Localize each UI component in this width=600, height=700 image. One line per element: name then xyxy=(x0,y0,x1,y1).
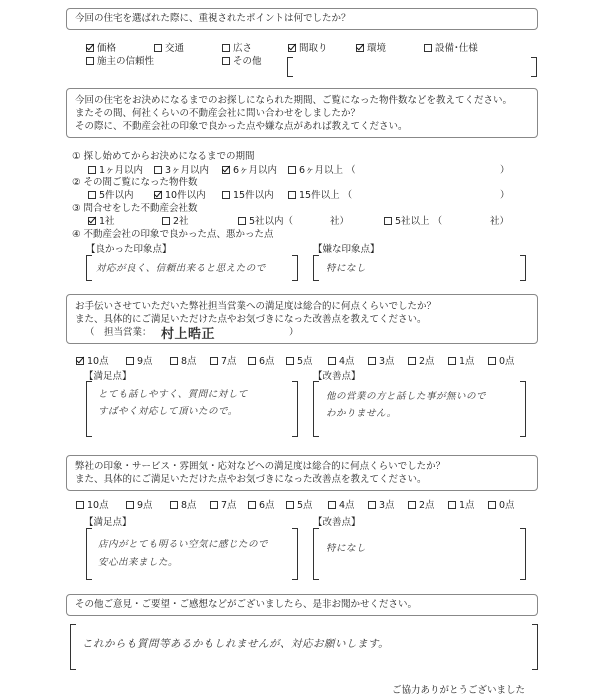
q4-score-option-2[interactable] xyxy=(170,497,197,511)
q5-answer: これからも質問等あるかもしれませんが、対応お願いします。 xyxy=(82,638,390,650)
q4-score-option-6[interactable] xyxy=(328,497,355,511)
checkbox-icon[interactable] xyxy=(356,44,364,52)
checkbox-icon[interactable] xyxy=(126,357,134,365)
q4-score-option-1[interactable] xyxy=(126,497,153,511)
q3-score-option-4[interactable] xyxy=(248,353,275,367)
checkbox-icon[interactable] xyxy=(408,501,416,509)
q2-period-option-label: 6ヶ月以内 xyxy=(233,165,278,176)
q3-improve-bracket-left xyxy=(313,381,319,437)
q3-score-option-label: 6点 xyxy=(259,356,275,367)
q3-score-option-label: 10点 xyxy=(87,356,109,367)
checkbox-icon[interactable] xyxy=(408,357,416,365)
q4-satisfied-line-1: 店内がとても明るい空気に感じたので xyxy=(98,539,269,550)
q2-good-text: 対応が良く、信頼出来ると思えたので xyxy=(96,263,266,274)
q3-score-option-2[interactable] xyxy=(170,353,197,367)
q1-option-label: その他 xyxy=(233,56,262,67)
checkbox-icon[interactable] xyxy=(286,357,294,365)
q1-other-bracket-left xyxy=(287,57,293,77)
q2-sub4-title: ④ 不動産会社の印象で良かった点、悪かった点 xyxy=(72,229,274,240)
q1-option-label: 広さ xyxy=(233,43,253,54)
q3-improve-label: 【改善点】 xyxy=(313,371,361,382)
checkbox-icon[interactable] xyxy=(222,44,230,52)
q2-sub1-title: ① 探し始めてからお決めになるまでの期間 xyxy=(72,151,255,162)
q4-improve-label: 【改善点】 xyxy=(313,517,361,528)
q3-question-line-1: お手伝いさせていただいた弊社担当営業への満足度は総合的に何点くらいでしたか？ xyxy=(75,301,437,312)
q3-staff-suffix: ） xyxy=(289,327,299,338)
q4-score-option-label: 6点 xyxy=(259,500,275,511)
q4-satisfied-label: 【満足点】 xyxy=(84,517,132,528)
q1-option-label: 交通 xyxy=(165,43,185,54)
q4-satisfied-line-2: 安心出来ました。 xyxy=(98,557,179,568)
q3-score-option-9[interactable] xyxy=(448,353,475,367)
checkbox-icon[interactable] xyxy=(86,57,94,65)
footer-thanks: ご協力ありがとうございました xyxy=(392,685,526,696)
q2-bad-text: 特になし xyxy=(326,263,367,274)
q3-score-option-label: 4点 xyxy=(339,356,355,367)
q1-other-bracket-right xyxy=(531,57,537,77)
q3-improve-line-2: わかりません。 xyxy=(326,408,397,419)
checkbox-icon[interactable] xyxy=(88,191,96,199)
q3-score-option-label: 3点 xyxy=(379,356,395,367)
q2-sub3-title: ③ 問合せをした不動産会社数 xyxy=(72,203,198,214)
q1-option-7[interactable] xyxy=(222,53,262,67)
checkbox-icon[interactable] xyxy=(88,217,96,225)
checkbox-icon[interactable] xyxy=(170,501,178,509)
q1-option-5[interactable] xyxy=(424,40,478,54)
q2-period-option-2[interactable] xyxy=(222,162,277,176)
q3-score-option-label: 8点 xyxy=(181,356,197,367)
checkbox-icon[interactable] xyxy=(288,166,296,174)
q3-satisfied-bracket-left xyxy=(86,381,92,437)
checkbox-icon[interactable] xyxy=(248,357,256,365)
checkbox-icon[interactable] xyxy=(288,191,296,199)
q4-score-option-label: 3点 xyxy=(379,500,395,511)
q4-score-option-label: 7点 xyxy=(221,500,237,511)
checkbox-icon[interactable] xyxy=(448,501,456,509)
checkbox-icon[interactable] xyxy=(76,357,84,365)
q3-satisfied-bracket-right xyxy=(292,381,298,437)
q2-agency-option-3[interactable] xyxy=(384,213,442,227)
q3-score-option-label: 5点 xyxy=(297,356,313,367)
q4-score-option-label: 2点 xyxy=(419,500,435,511)
q2-question-line-3: その際に、不動産会社の印象で良かった点や嫌な点があれば教えてください。 xyxy=(75,121,408,132)
checkbox-icon[interactable] xyxy=(328,357,336,365)
checkbox-icon[interactable] xyxy=(488,501,496,509)
q3-score-option-label: 0点 xyxy=(499,356,515,367)
q3-score-option-label: 9点 xyxy=(137,356,153,367)
checkbox-icon[interactable] xyxy=(88,166,96,174)
checkbox-icon[interactable] xyxy=(368,501,376,509)
q3-question-line-2: また、具体的にご満足いただけた点やお気づきになった改善点を教えてください。 xyxy=(75,314,427,325)
checkbox-icon[interactable] xyxy=(162,217,170,225)
checkbox-icon[interactable] xyxy=(210,501,218,509)
q3-score-option-8[interactable] xyxy=(408,353,435,367)
q2-question-line-1: 今回の住宅をお決めになるまでのお探しになられた期間、ご覧になった物件数などを教えてください。 xyxy=(75,95,513,106)
q4-score-option-label: 8点 xyxy=(181,500,197,511)
q2-agency-option-label: 1社 xyxy=(99,216,115,227)
q2-bad-label: 【嫌な印象点】 xyxy=(313,244,380,255)
q1-option-label: 環境 xyxy=(367,43,387,54)
q1-option-0[interactable] xyxy=(86,40,116,54)
q4-score-option-3[interactable] xyxy=(210,497,237,511)
q2-period-option-3[interactable] xyxy=(288,162,356,176)
checkbox-icon[interactable] xyxy=(328,501,336,509)
checkbox-icon[interactable] xyxy=(448,357,456,365)
q2-sub2-title: ② その間ご覧になった物件数 xyxy=(72,177,198,188)
q3-satisfied-line-2: すばやく対応して頂いたので。 xyxy=(98,406,238,417)
q1-option-label: 施主の信頼性 xyxy=(97,56,155,67)
q2-count-option-3[interactable] xyxy=(288,187,352,201)
q3-staff-prefix: （ 担当営業： xyxy=(85,327,152,338)
checkbox-icon[interactable] xyxy=(488,357,496,365)
q3-satisfied-line-1: とても話しやすく、質問に対して xyxy=(98,389,248,400)
q2-agency-option-0[interactable] xyxy=(88,213,115,227)
q4-score-option-4[interactable] xyxy=(248,497,275,511)
q2-agency-option-label: 5社以内（ xyxy=(249,216,294,227)
q1-option-2[interactable] xyxy=(222,40,252,54)
q2-count-option-label: 10件以内 xyxy=(165,190,206,201)
q3-score-option-3[interactable] xyxy=(210,353,237,367)
q4-score-option-5[interactable] xyxy=(286,497,313,511)
q1-option-3[interactable] xyxy=(288,40,328,54)
q3-score-option-0[interactable] xyxy=(76,353,109,367)
q3-score-option-label: 7点 xyxy=(221,356,237,367)
q1-option-label: 間取り xyxy=(299,43,328,54)
q3-improve-line-1: 他の営業の方と話した事が無いので xyxy=(326,391,487,402)
q3-score-option-7[interactable] xyxy=(368,353,395,367)
checkbox-icon[interactable] xyxy=(86,44,94,52)
q2-count-option-label: 5件以内 xyxy=(99,190,134,201)
q4-score-option-9[interactable] xyxy=(448,497,475,511)
q2-count-option-0[interactable] xyxy=(88,187,134,201)
q2-count-option-1[interactable] xyxy=(154,187,206,201)
q4-score-option-label: 5点 xyxy=(297,500,313,511)
q5-question-box xyxy=(66,594,538,616)
q5-question: その他ご意見・ご要望・ご感想などがございましたら、是非お聞かせください。 xyxy=(75,599,418,610)
q2-bad-bracket-left xyxy=(313,255,319,281)
q3-score-option-5[interactable] xyxy=(286,353,313,367)
q1-question: 今回の住宅を選ばれた際に、重視されたポイントは何でしたか？ xyxy=(75,13,351,24)
q4-score-option-0[interactable] xyxy=(76,497,109,511)
q4-score-option-label: 4点 xyxy=(339,500,355,511)
checkbox-icon[interactable] xyxy=(286,501,294,509)
q2-good-bracket-right xyxy=(292,255,298,281)
q1-option-1[interactable] xyxy=(154,40,184,54)
q4-satisfied-bracket-left xyxy=(86,528,92,580)
q2-period-option-label: 3ヶ月以内 xyxy=(165,165,210,176)
q4-improve-bracket-left xyxy=(313,528,319,580)
q1-option-4[interactable] xyxy=(356,40,386,54)
q2-bad-bracket-right xyxy=(520,255,526,281)
q2-sub2-close: ） xyxy=(500,190,510,201)
q2-agency-option-label: 2社 xyxy=(173,216,189,227)
q1-option-6[interactable] xyxy=(86,53,154,67)
checkbox-icon[interactable] xyxy=(154,166,162,174)
q2-agency-option-2[interactable] xyxy=(238,213,293,227)
q2-sub3-unit2: 社） xyxy=(490,216,510,227)
q4-score-option-7[interactable] xyxy=(368,497,395,511)
q4-question-line-1: 弊社の印象・サービス・雰囲気・応対などへの満足度は総合的に何点くらいでしたか？ xyxy=(75,461,446,472)
q2-period-option-label: 1ヶ月以内 xyxy=(99,165,144,176)
checkbox-icon[interactable] xyxy=(126,501,134,509)
q4-score-option-10[interactable] xyxy=(488,497,515,511)
q4-improve-text: 特になし xyxy=(326,543,367,554)
q2-agency-option-label: 5社以上 （ xyxy=(395,216,443,227)
checkbox-icon[interactable] xyxy=(222,191,230,199)
q4-score-option-label: 9点 xyxy=(137,500,153,511)
checkbox-icon[interactable] xyxy=(210,357,218,365)
q3-staff-name: 村上晧正 xyxy=(161,327,216,342)
q2-count-option-label: 15件以内 xyxy=(233,190,274,201)
q1-option-label: 設備･仕様 xyxy=(435,43,478,54)
q5-answer-bracket-left xyxy=(70,624,76,670)
q2-good-bracket-left xyxy=(86,255,92,281)
checkbox-icon[interactable] xyxy=(288,44,296,52)
q4-question-line-2: また、具体的にご満足いただけた点やお気づきになった改善点を教えてください。 xyxy=(75,474,427,485)
q2-sub1-close: ） xyxy=(500,165,510,176)
q3-question-box xyxy=(66,294,538,344)
q2-question-line-2: またその間、何社くらいの不動産会社に問い合わせをしましたか？ xyxy=(75,108,361,119)
q4-score-option-label: 0点 xyxy=(499,500,515,511)
checkbox-icon[interactable] xyxy=(248,501,256,509)
q4-score-option-label: 10点 xyxy=(87,500,109,511)
q4-question-box xyxy=(66,455,538,491)
q1-option-label: 価格 xyxy=(97,43,117,54)
q2-count-option-label: 15件以上 （ xyxy=(299,190,353,201)
checkbox-icon[interactable] xyxy=(154,191,162,199)
checkbox-icon[interactable] xyxy=(222,57,230,65)
q3-score-option-6[interactable] xyxy=(328,353,355,367)
q2-agency-option-1[interactable] xyxy=(162,213,189,227)
q3-improve-bracket-right xyxy=(520,381,526,437)
checkbox-icon[interactable] xyxy=(238,217,246,225)
q3-score-option-10[interactable] xyxy=(488,353,515,367)
q4-satisfied-bracket-right xyxy=(292,528,298,580)
q4-score-option-label: 1点 xyxy=(459,500,475,511)
q3-satisfied-label: 【満足点】 xyxy=(84,371,132,382)
q3-score-option-label: 2点 xyxy=(419,356,435,367)
checkbox-icon[interactable] xyxy=(368,357,376,365)
checkbox-icon[interactable] xyxy=(424,44,432,52)
q1-question-box xyxy=(66,8,538,30)
q2-good-label: 【良かった印象点】 xyxy=(86,244,172,255)
q3-score-option-label: 1点 xyxy=(459,356,475,367)
q5-answer-bracket-right xyxy=(532,624,538,670)
q4-score-option-8[interactable] xyxy=(408,497,435,511)
checkbox-icon[interactable] xyxy=(170,357,178,365)
q2-period-option-label: 6ヶ月以上 （ xyxy=(299,165,356,176)
checkbox-icon[interactable] xyxy=(384,217,392,225)
q4-improve-bracket-right xyxy=(520,528,526,580)
q2-count-option-2[interactable] xyxy=(222,187,274,201)
q3-score-option-1[interactable] xyxy=(126,353,153,367)
checkbox-icon[interactable] xyxy=(76,501,84,509)
checkbox-icon[interactable] xyxy=(154,44,162,52)
q2-sub3-unit1: 社） xyxy=(330,216,350,227)
checkbox-icon[interactable] xyxy=(222,166,230,174)
q2-question-box xyxy=(66,88,538,138)
